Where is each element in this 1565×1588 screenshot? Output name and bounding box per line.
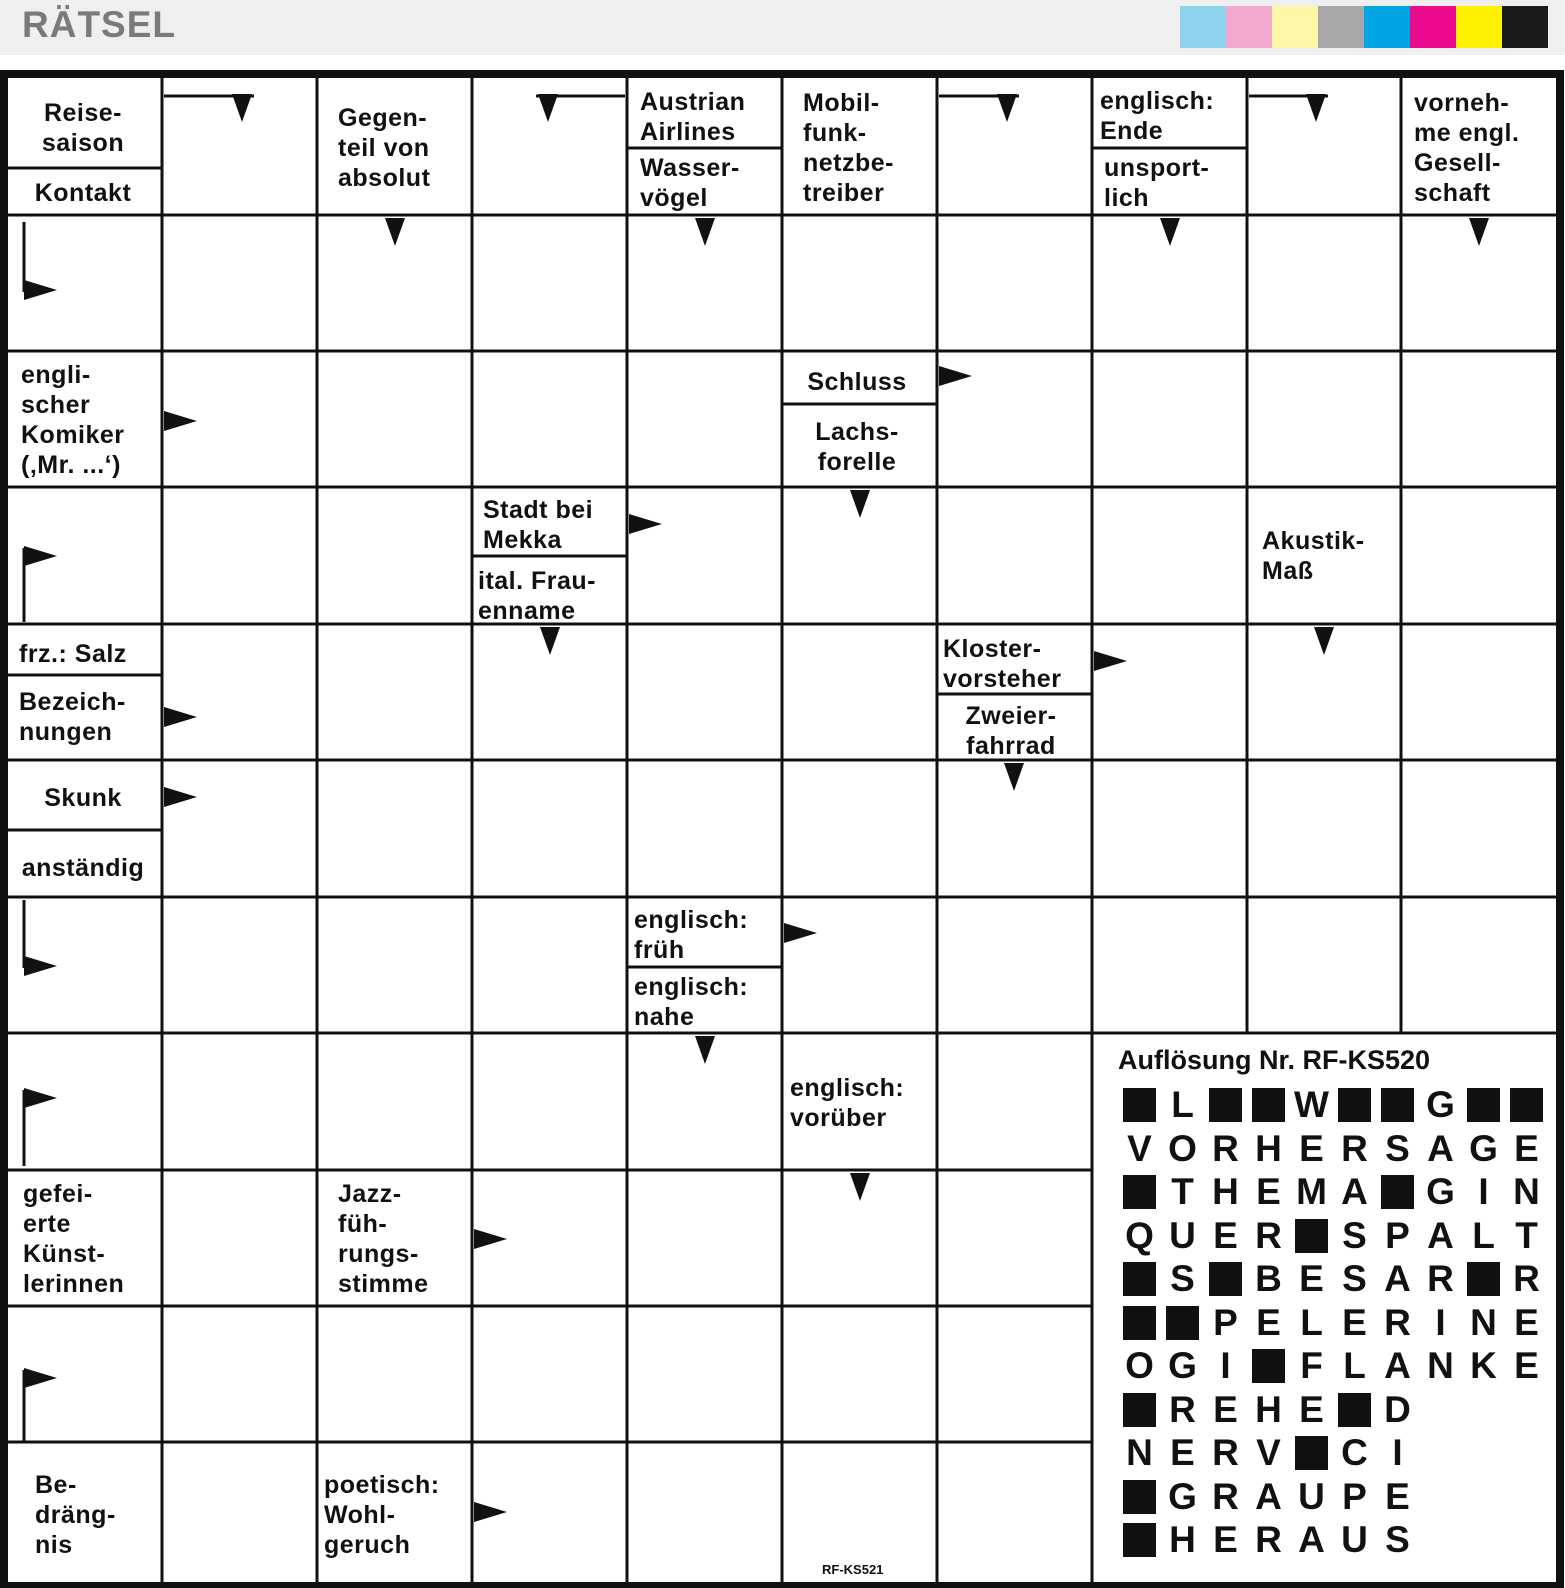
solution-cell-blocked [1333, 1085, 1376, 1125]
solution-black-square [1123, 1393, 1156, 1427]
solution-black-square [1467, 1088, 1500, 1122]
solution-letter: Q [1125, 1214, 1154, 1256]
solution-letter: U [1298, 1475, 1325, 1517]
solution-cell-blocked [1462, 1085, 1505, 1125]
solution-cell-blocked [1204, 1085, 1247, 1125]
solution-black-square [1338, 1088, 1371, 1122]
solution-row [1118, 1390, 1419, 1430]
solution-letter: N [1427, 1345, 1454, 1386]
solution-letter: E [1170, 1432, 1195, 1473]
solution-row [1118, 1085, 1548, 1125]
solution-letter: R [1212, 1432, 1239, 1473]
solution-letter: E [1299, 1258, 1324, 1299]
solution-letter: M [1296, 1171, 1327, 1212]
solution-letter: F [1300, 1345, 1323, 1386]
solution-letter: E [1256, 1301, 1281, 1343]
solution-letter: U [1341, 1519, 1368, 1560]
arrow-down-icon [385, 218, 405, 246]
solution-letter: S [1342, 1258, 1367, 1299]
clue-zweierfahrrad: Zweier- fahrrad [965, 702, 1057, 760]
solution-letter: L [1472, 1214, 1495, 1256]
solution-letter: P [1385, 1214, 1410, 1256]
solution-cell-blocked [1118, 1390, 1161, 1430]
solution-row [1118, 1129, 1548, 1169]
solution-black-square [1123, 1262, 1156, 1296]
solution-cell-blocked [1118, 1477, 1161, 1517]
arrow-right-icon [24, 280, 57, 300]
solution-cell-blocked [1462, 1259, 1505, 1299]
solution-letter: B [1255, 1258, 1282, 1299]
clue-skunk: Skunk [44, 784, 122, 812]
clue-akustik-mass: Akustik- Maß [1262, 527, 1365, 585]
arrow-right-icon [474, 1502, 507, 1522]
solution-letter: A [1341, 1171, 1368, 1212]
clue-vornehme-engl-gesellschaft: vorneh- me engl. Gesell- schaft [1414, 89, 1520, 207]
solution-letter: L [1343, 1345, 1366, 1386]
solution-letter: A [1298, 1519, 1325, 1560]
arrow-down-icon [850, 490, 870, 518]
solution-letter: V [1256, 1432, 1281, 1473]
solution-letter: E [1299, 1388, 1324, 1430]
arrow-right-icon [24, 546, 57, 566]
solution-black-square [1510, 1088, 1543, 1122]
arrow-right-icon [24, 1088, 57, 1108]
arrow-down-icon [695, 1036, 715, 1064]
arrow-down-icon [538, 94, 558, 122]
clue-stadt-bei-mekka: Stadt bei Mekka [483, 496, 594, 554]
solution-black-square [1123, 1306, 1156, 1340]
solution-title: Auflösung Nr. RF-KS520 [1118, 1045, 1431, 1075]
solution-cell-blocked [1118, 1085, 1161, 1125]
solution-letter: G [1469, 1127, 1498, 1169]
solution-letter: E [1299, 1127, 1324, 1169]
arrow-down-icon [850, 1173, 870, 1201]
solution-cell-blocked [1376, 1172, 1419, 1212]
solution-letter: W [1294, 1084, 1329, 1125]
solution-letter: E [1514, 1345, 1539, 1386]
solution-black-square [1123, 1480, 1156, 1514]
solution-letter: A [1427, 1214, 1454, 1256]
clue-austrian-airlines: Austrian Airlines [640, 88, 746, 146]
clue-englisch-voruber: englisch: vorüber [790, 1073, 905, 1132]
clue-reisesaison: Reise- saison [41, 99, 125, 157]
arrow-down-icon [1314, 627, 1334, 655]
arrow-down-icon [1469, 218, 1489, 246]
clue-englisch-nahe: englisch: nahe [634, 973, 749, 1031]
solution-row [1118, 1346, 1548, 1386]
puzzle-title: RÄTSEL [22, 4, 176, 45]
solution-row [1118, 1259, 1548, 1299]
arrow-right-icon [164, 787, 197, 807]
solution-letter: L [1171, 1084, 1194, 1125]
arrow-down-icon [1004, 763, 1024, 791]
arrow-down-icon [997, 94, 1017, 122]
clue-frz-salz: frz.: Salz [19, 640, 127, 668]
solution-letter: D [1384, 1388, 1411, 1430]
arrow-right-icon [24, 956, 57, 976]
solution-letter: E [1342, 1301, 1367, 1343]
clue-wasservoegel: Wasser- vögel [640, 154, 740, 212]
clue-englischer-komiker: engli- scher Komiker (‚Mr. ...‘) [21, 361, 125, 479]
solution-letter: A [1384, 1258, 1411, 1299]
solution-cell-blocked [1247, 1346, 1290, 1386]
solution-row [1118, 1520, 1419, 1560]
solution-letter: E [1213, 1388, 1238, 1430]
arrow-right-icon [164, 707, 197, 727]
solution-letter: R [1384, 1301, 1411, 1343]
clue-anstaendig: anständig [21, 854, 145, 882]
solution-cell-blocked [1118, 1520, 1161, 1560]
solution-letter: E [1213, 1519, 1238, 1560]
solution-letter: R [1255, 1519, 1282, 1560]
solution-letter: E [1256, 1171, 1281, 1212]
solution-letter: G [1426, 1171, 1455, 1212]
solution-black-square [1381, 1175, 1414, 1209]
solution-black-square [1123, 1175, 1156, 1209]
solution-black-square [1209, 1262, 1242, 1296]
solution-letter: R [1427, 1258, 1454, 1299]
solution-letter: R [1255, 1214, 1282, 1256]
clue-poetisch-wohlgeruch: poetisch: Wohl- geruch [324, 1471, 440, 1559]
puzzle-code: RF-KS521 [822, 1562, 884, 1577]
solution-letter: I [1435, 1301, 1446, 1343]
solution-letter: I [1478, 1171, 1489, 1212]
arrow-right-icon [629, 514, 662, 534]
solution-cell-blocked [1505, 1085, 1548, 1125]
solution-letter: S [1170, 1258, 1195, 1299]
solution-black-square [1252, 1349, 1285, 1383]
arrow-down-icon [1306, 94, 1326, 122]
clue-mobilfunknetzbetreiber: Mobil- funk- netzbe- treiber [803, 89, 894, 207]
solution-black-square [1123, 1523, 1156, 1557]
solution-cell-blocked [1376, 1085, 1419, 1125]
clue-englisch-frueh: englisch: früh [634, 906, 749, 964]
solution-black-square [1252, 1088, 1285, 1122]
solution-cell-blocked [1290, 1216, 1333, 1256]
solution-letter: A [1427, 1127, 1454, 1169]
solution-black-square [1338, 1393, 1371, 1427]
solution-cell-blocked [1204, 1259, 1247, 1299]
solution-row [1118, 1172, 1548, 1212]
solution-letter: I [1220, 1345, 1231, 1386]
solution-letter: S [1385, 1519, 1410, 1560]
solution-letter: S [1385, 1127, 1410, 1169]
solution-letter: T [1515, 1214, 1538, 1256]
solution-letter: N [1126, 1432, 1153, 1473]
solution-letter: A [1384, 1345, 1411, 1386]
solution-black-square [1381, 1088, 1414, 1122]
solution-letter: T [1171, 1171, 1194, 1212]
solution-letter: A [1255, 1475, 1282, 1517]
clue-gegenteil-von-absolut: Gegen- teil von absolut [338, 104, 431, 192]
solution-letter: H [1255, 1127, 1282, 1169]
arrow-down-icon [232, 94, 252, 122]
solution-letter: R [1169, 1388, 1196, 1430]
solution-letter: H [1255, 1388, 1282, 1430]
arrow-right-icon [939, 366, 972, 386]
clue-jazzfuehrungsstimme: Jazz- füh- rungs- stimme [338, 1180, 429, 1298]
arrow-down-icon [1160, 218, 1180, 246]
solution-row [1118, 1303, 1548, 1343]
solution-letter: L [1300, 1301, 1323, 1343]
solution-black-square [1295, 1436, 1328, 1470]
solution-cell-blocked [1118, 1303, 1161, 1343]
solution-black-square [1123, 1088, 1156, 1122]
solution-row [1118, 1216, 1548, 1256]
solution-cell-blocked [1118, 1259, 1161, 1299]
solution-letter: R [1513, 1258, 1540, 1299]
solution-black-square [1209, 1088, 1242, 1122]
solution-row [1118, 1433, 1419, 1473]
solution-letter: K [1470, 1345, 1497, 1386]
arrow-right-icon [474, 1229, 507, 1249]
solution-letter: U [1169, 1214, 1196, 1256]
solution-letter: H [1169, 1519, 1196, 1560]
solution-letter: H [1212, 1171, 1239, 1212]
clue-kontakt: Kontakt [34, 179, 132, 207]
solution-letter: N [1470, 1301, 1497, 1343]
solution-cell-blocked [1118, 1172, 1161, 1212]
clue-bedraengnis: Be- dräng- nis [35, 1471, 116, 1559]
solution-letter: V [1127, 1127, 1152, 1169]
clue-bezeichnungen: Bezeich- nungen [19, 688, 126, 746]
solution-letter: E [1514, 1301, 1539, 1343]
clue-unsportlich: unsport- lich [1104, 154, 1210, 212]
solution-cell-blocked [1247, 1085, 1290, 1125]
solution-letter: O [1125, 1345, 1154, 1386]
solution-letter: E [1514, 1127, 1539, 1169]
solution-cell-blocked [1290, 1433, 1333, 1473]
solution-letter: S [1342, 1214, 1367, 1256]
arrow-right-icon [784, 923, 817, 943]
solution-letter: R [1212, 1475, 1239, 1517]
solution-letter: I [1392, 1432, 1403, 1473]
solution-letter: P [1342, 1475, 1367, 1517]
clue-schluss: Schluss [807, 368, 907, 396]
solution-letter: N [1513, 1171, 1540, 1212]
solution-row [1118, 1477, 1419, 1517]
arrow-down-icon [540, 627, 560, 655]
arrow-down-icon [695, 218, 715, 246]
solution-letter: G [1168, 1345, 1197, 1386]
solution-letter: O [1168, 1127, 1197, 1169]
arrow-right-icon [24, 1368, 57, 1388]
solution-letter: C [1341, 1432, 1368, 1473]
clue-englisch-ende: englisch: Ende [1100, 87, 1215, 145]
arrow-right-icon [164, 411, 197, 431]
solution-black-square [1295, 1219, 1328, 1253]
clue-gefeierte-kuenstlerinnen: gefei- erte Künst- lerinnen [23, 1180, 125, 1298]
arrow-right-icon [1094, 651, 1127, 671]
clue-ital-frauenname: ital. Frau- enname [478, 567, 597, 625]
solution-letter: G [1168, 1475, 1197, 1517]
clue-klostervorsteher: Kloster- vorsteher [943, 635, 1062, 693]
solution-black-square [1166, 1306, 1199, 1340]
solution-letter: R [1341, 1127, 1368, 1169]
solution-letter: G [1426, 1084, 1455, 1125]
solution-letter: R [1212, 1127, 1239, 1169]
solution-cell-blocked [1333, 1390, 1376, 1430]
clue-lachsforelle: Lachs- forelle [815, 418, 899, 476]
solution-letter: E [1213, 1214, 1238, 1256]
solution-cell-blocked [1161, 1303, 1204, 1343]
solution-letter: E [1385, 1475, 1410, 1517]
solution-black-square [1467, 1262, 1500, 1296]
solution-letter: P [1213, 1301, 1238, 1343]
